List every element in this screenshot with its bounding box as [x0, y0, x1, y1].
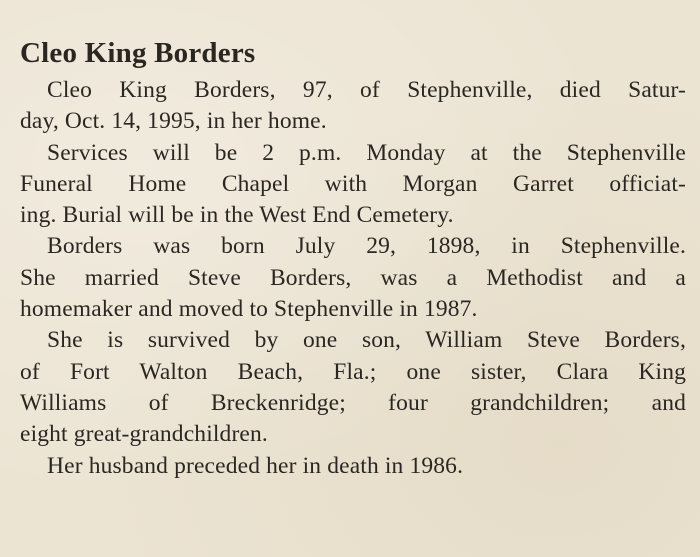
text-line: eight great-grandchildren. [20, 421, 268, 448]
text-line: Williams of Breckenridge; four grandchildren; and [20, 389, 686, 416]
paragraph-death-notice [20, 75, 686, 138]
text-line: of Fort Walton Beach, Fla.; one sister, Clara King [20, 358, 686, 385]
text-line: She married Steve Borders, was a Methodist and a [20, 264, 686, 291]
text-line: ing. Burial will be in the West End Cemetery. [20, 202, 454, 229]
paragraph-services [20, 138, 686, 232]
text-line: She is survived by one son, William Steve Borders, [47, 327, 686, 354]
text-line: homemaker and moved to Stephenville in 1987. [20, 296, 478, 323]
text-line: Her husband preceded her in death in 1986. [47, 452, 464, 479]
paragraph-survivors [20, 325, 686, 450]
text-line: Funeral Home Chapel with Morgan Garret officiat- [20, 170, 686, 197]
paragraph-predeceased [20, 451, 680, 482]
obituary-headline: Cleo King Borders [20, 37, 256, 69]
text-line: Cleo King Borders, 97, of Stephenville, died Satur- [47, 77, 686, 103]
paragraph-biography [20, 231, 686, 325]
text-line: Borders was born July 29, 1898, in Stephenville. [47, 233, 686, 260]
text-line: Services will be 2 p.m. Monday at the Stephenville [47, 139, 686, 166]
text-line: day, Oct. 14, 1995, in her home. [20, 108, 327, 135]
